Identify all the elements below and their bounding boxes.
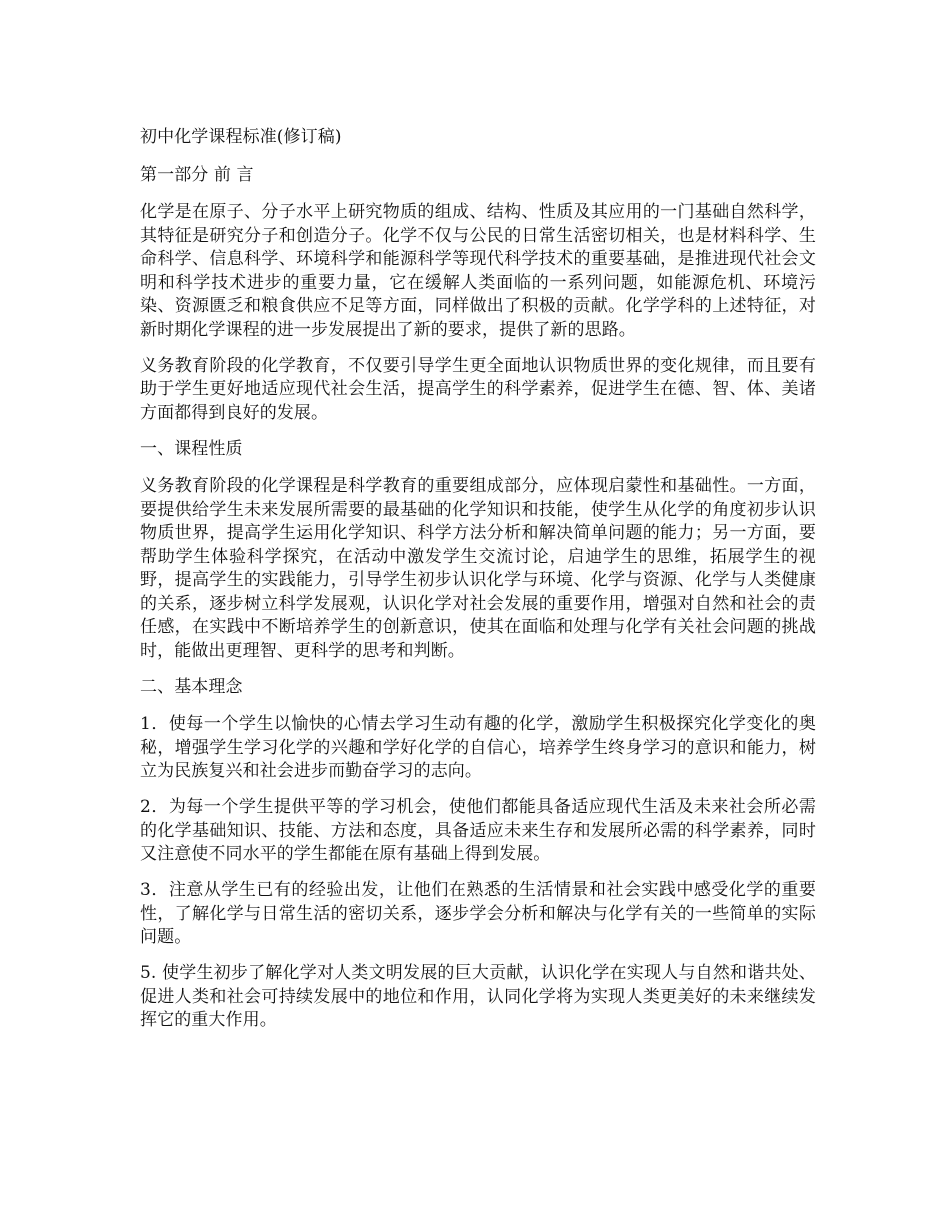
- concept-item-2: 2．为每一个学生提供平等的学习机会，使他们都能具备适应现代生活及未来社会所必需的化学基础知识、技能、方法和态度，具备适应未来生存和发展所必需的科学素养，同时又注意使不同水平的学生都能在原有基础上得到发展。: [140, 797, 816, 864]
- document-title: 初中化学课程标准(修订稿): [140, 127, 342, 147]
- part-heading: 第一部分 前 言: [140, 164, 254, 185]
- document-body: [140, 126, 816, 1045]
- concept-item-5: 5. 使学生初步了解化学对人类文明发展的巨大贡献，认识化学在实现人与自然和谐共处、促进人类和社会可持续发展中的地位和作用，认同化学将为实现人类更美好的未来继续发挥它的重大作用。: [140, 963, 816, 1030]
- section-heading-concepts: 二、基本理念: [140, 676, 243, 697]
- concept-item-1: 1．使每一个学生以愉快的心情去学习生动有趣的化学，激励学生积极探究化学变化的奥秘，增强学生学习化学的兴趣和学好化学的自信心，培养学生终身学习的意识和能力，树立为民族复兴和社会进步而勤奋学习的志向。: [140, 714, 816, 781]
- paragraph-intro-2: 义务教育阶段的化学教育，不仅要引导学生更全面地认识物质世界的变化规律，而且要有助于学生更好地适应现代社会生活，提高学生的科学素养，促进学生在德、智、体、美诸方面都得到良好的发展。: [140, 355, 816, 423]
- paragraph-intro-1: 化学是在原子、分子水平上研究物质的组成、结构、性质及其应用的一门基础自然科学，其特征是研究分子和创造分子。化学不仅与公民的日常生活密切相关，也是材料科学、生命科学、信息科学、环境科学和能源科学等现代科学技术的重要基础，是推进现代社会文明和科学技术进步的重要力量，它在缓解人类面临的一系列问题，如能源危机、环境污染、资源匮乏和粮食供应不足等方面，同样做出了积极的贡献。化学学科的上述特征，对新时期化学课程的进一步发展提出了新的要求，提供了新的思路。: [140, 202, 816, 340]
- paragraph-course-nature: 义务教育阶段的化学课程是科学教育的重要组成部分，应体现启蒙性和基础性。一方面，要提供给学生未来发展所需要的最基础的化学知识和技能，使学生从化学的角度初步认识物质世界，提高学生运用化学知识、科学方法分析和解决简单问题的能力；另一方面，要帮助学生体验科学探究，在活动中激发学生交流讨论，启迪学生的思维，拓展学生的视野，提高学生的实践能力，引导学生初步认识化学与环境、化学与资源、化学与人类健康的关系，逐步树立科学发展观，认识化学对社会发展的重要作用，增强对自然和社会的责任感，在实践中不断培养学生的创新意识，使其在面临和处理与化学有关社会问题的挑战时，能做出更理智、更科学的思考和判断。: [140, 476, 816, 661]
- section-heading-nature: 一、课程性质: [140, 438, 243, 459]
- concept-item-3: 3．注意从学生已有的经验出发，让他们在熟悉的生活情景和社会实践中感受化学的重要性，了解化学与日常生活的密切关系，逐步学会分析和解决与化学有关的一些简单的实际问题。: [140, 880, 816, 947]
